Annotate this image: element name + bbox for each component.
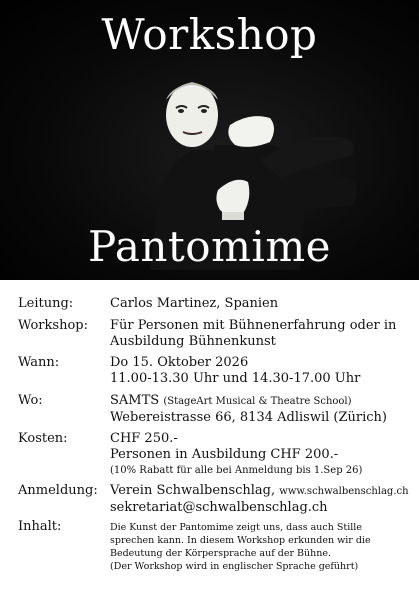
wo-address: Webereistrasse 66, 8134 Adliswil (Zürich) [110,410,387,425]
title-workshop: Workshop [101,10,318,59]
value-anmeldung [110,483,415,516]
label-inhalt: Inhalt: [18,519,62,534]
workshop-line-2: Ausbildung Bühnenkunst [110,334,276,349]
value-kosten [110,431,415,479]
value-leitung [110,296,415,312]
title-pantomime: Pantomime [87,222,332,271]
wann-date: Do 15. Oktober 2026 [110,355,249,370]
kosten-full: CHF 250.- [110,431,178,446]
label-anmeldung: Anmeldung: [18,483,98,498]
label-wann: Wann: [18,355,60,370]
label-wo: Wo: [18,393,43,408]
inhalt-line-1: Die Kunst der Pantomime zeigt uns, dass auch Stille [110,522,362,533]
wo-samts-note: (StageArt Musical & Theatre School) [163,396,352,407]
anmeldung-web-link[interactable]: www.schwalbenschlag.ch [279,486,409,497]
inhalt-line-3: Bedeutung der Körpersprache auf der Bühne. [110,548,331,559]
leitung-text: Carlos Martinez, Spanien [110,296,279,311]
value-inhalt [110,521,415,573]
label-kosten: Kosten: [18,431,68,446]
value-wo [110,393,415,426]
label-workshop: Workshop: [18,318,88,333]
anmeldung-org: Verein Schwalbenschlag, [110,483,280,498]
anmeldung-email-link[interactable]: sekretariat@schwalbenschlag.ch [110,500,328,515]
wo-venue [110,393,415,410]
inhalt-line-2: sprechen kann. In diesem Workshop erkunden wir die [110,535,371,546]
workshop-line-1: Für Personen mit Bühnenerfahrung oder in [110,318,397,333]
inhalt-line-4: (Der Workshop wird in englischer Sprache geführt) [110,561,359,572]
wann-time: 11.00-13.30 Uhr und 14.30-17.00 Uhr [110,371,361,386]
kosten-discount: (10% Rabatt für alle bei Anmeldung bis 1.Sep 26) [110,465,363,476]
kosten-reduced: Personen in Ausbildung CHF 200.- [110,447,339,462]
hero-photo [0,0,419,280]
anmeldung-org-line [110,483,415,500]
value-wann [110,355,415,387]
wo-samts: SAMTS [110,393,164,408]
label-leitung: Leitung: [18,296,74,311]
value-workshop [110,318,415,350]
